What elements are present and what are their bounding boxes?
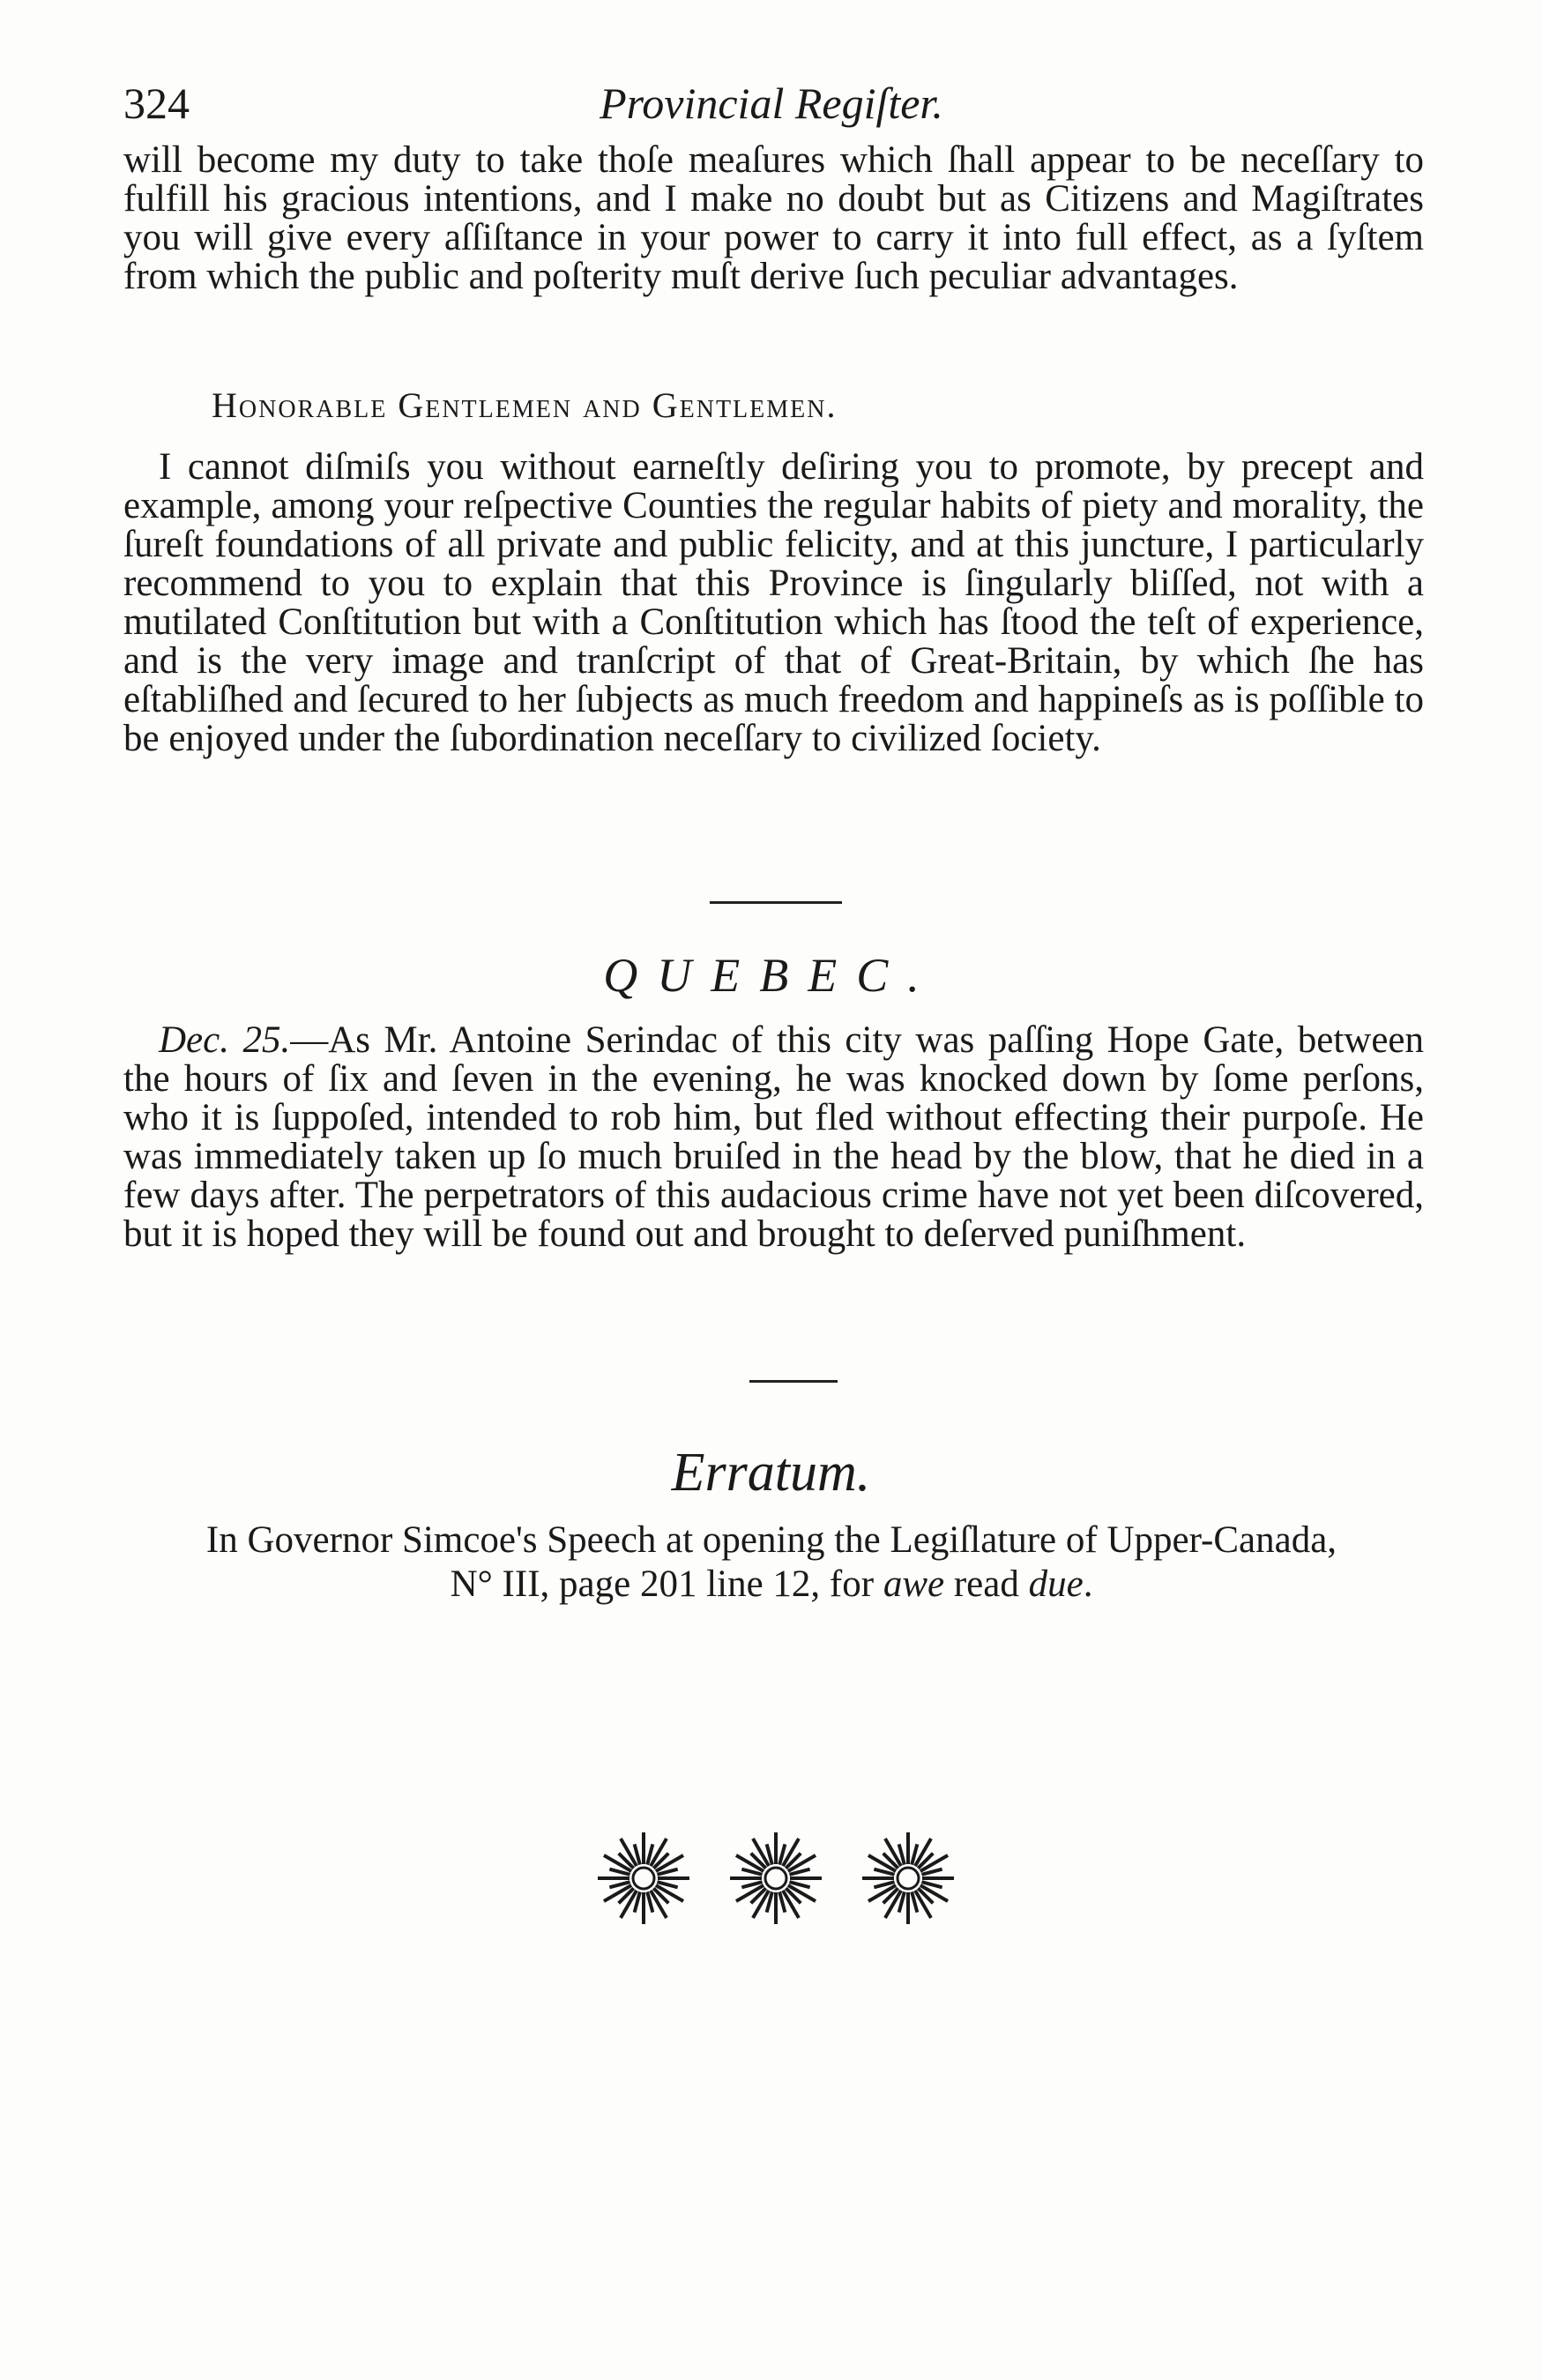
speech-address: Honorable Gentlemen and Gentlemen. [212,385,838,425]
erratum-wrong-word: awe [883,1563,945,1605]
page-number: 324 [123,78,190,128]
running-title: Provincial Regiſter. [600,78,943,128]
quebec-news-paragraph [123,1021,1424,1254]
news-date: Dec. 25. [159,1019,291,1061]
rosette-icon [723,1825,829,1931]
erratum-heading: Erratum. [671,1443,871,1503]
erratum-line-1: In Governor Simcoe's Speech at opening the Legiſlature of Upper-Canada, [205,1519,1337,1561]
section-divider [749,1380,838,1383]
page-header [123,78,1419,139]
speech-paragraph [123,448,1424,758]
section-divider [710,901,842,904]
erratum-note [106,1518,1437,1607]
speech-text: I cannot diſmiſs you without earneſtly deſiring you to promote, by precept and example, among your reſpective Counties the regular habits of piety and morality, the ſureſt foundations of all private and public felicity, and at this juncture, I particularly recommend to you to explain that this Province is ſingularly bliſſed, not with a mutilated Conſtitution but with a Conſtitution which has ſtood the teſt of experience, and is the very image and tranſcript of that of Great-Britain, by which ſhe has eſtabliſhed and ſecured to her ſubjects as much freedom and happineſs as is poſſible to be enjoyed under the ſubordination neceſſary to civilized ſociety. [123,446,1424,759]
intro-paragraph [123,141,1424,296]
rosette-icon [855,1825,961,1931]
printers-ornaments [591,1825,961,1940]
erratum-right-word: due [1028,1563,1084,1605]
intro-text: will become my duty to take thoſe meaſures which ſhall appear to be neceſſary to fulfill his gracious intentions, and I make no doubt but as Citizens and Magiſtrates you will give every aſſiſtance in your power to carry it into full effect, as a ſyſtem from which the public and poſterity muſt derive ſuch peculiar advantages. [123,139,1424,297]
erratum-line-2-end: . [1083,1563,1093,1605]
news-body: —As Mr. Antoine Serindac of this city was paſſing Hope Gate, between the hours of ſix and ſeven in the evening, he was knocked down by ſome perſons, who it is ſuppoſed, intended to rob him, but fled without effecting their purpoſe. He was immediately taken up ſo much bruiſed in the head by the blow, that he died in a few days after. The perpetrators of this audacious crime have not yet been diſcovered, but it is hoped they will be found out and brought to deſerved puniſhment. [123,1019,1424,1255]
quebec-heading: QUEBEC. [603,949,939,1002]
rosette-icon [591,1825,697,1931]
erratum-line-2 [106,1563,1437,1607]
quebec-news-text [123,1021,1424,1254]
erratum-line-2-start: N° III, page 201 line 12, for [450,1563,883,1605]
erratum-line-2-mid: read [944,1563,1029,1605]
